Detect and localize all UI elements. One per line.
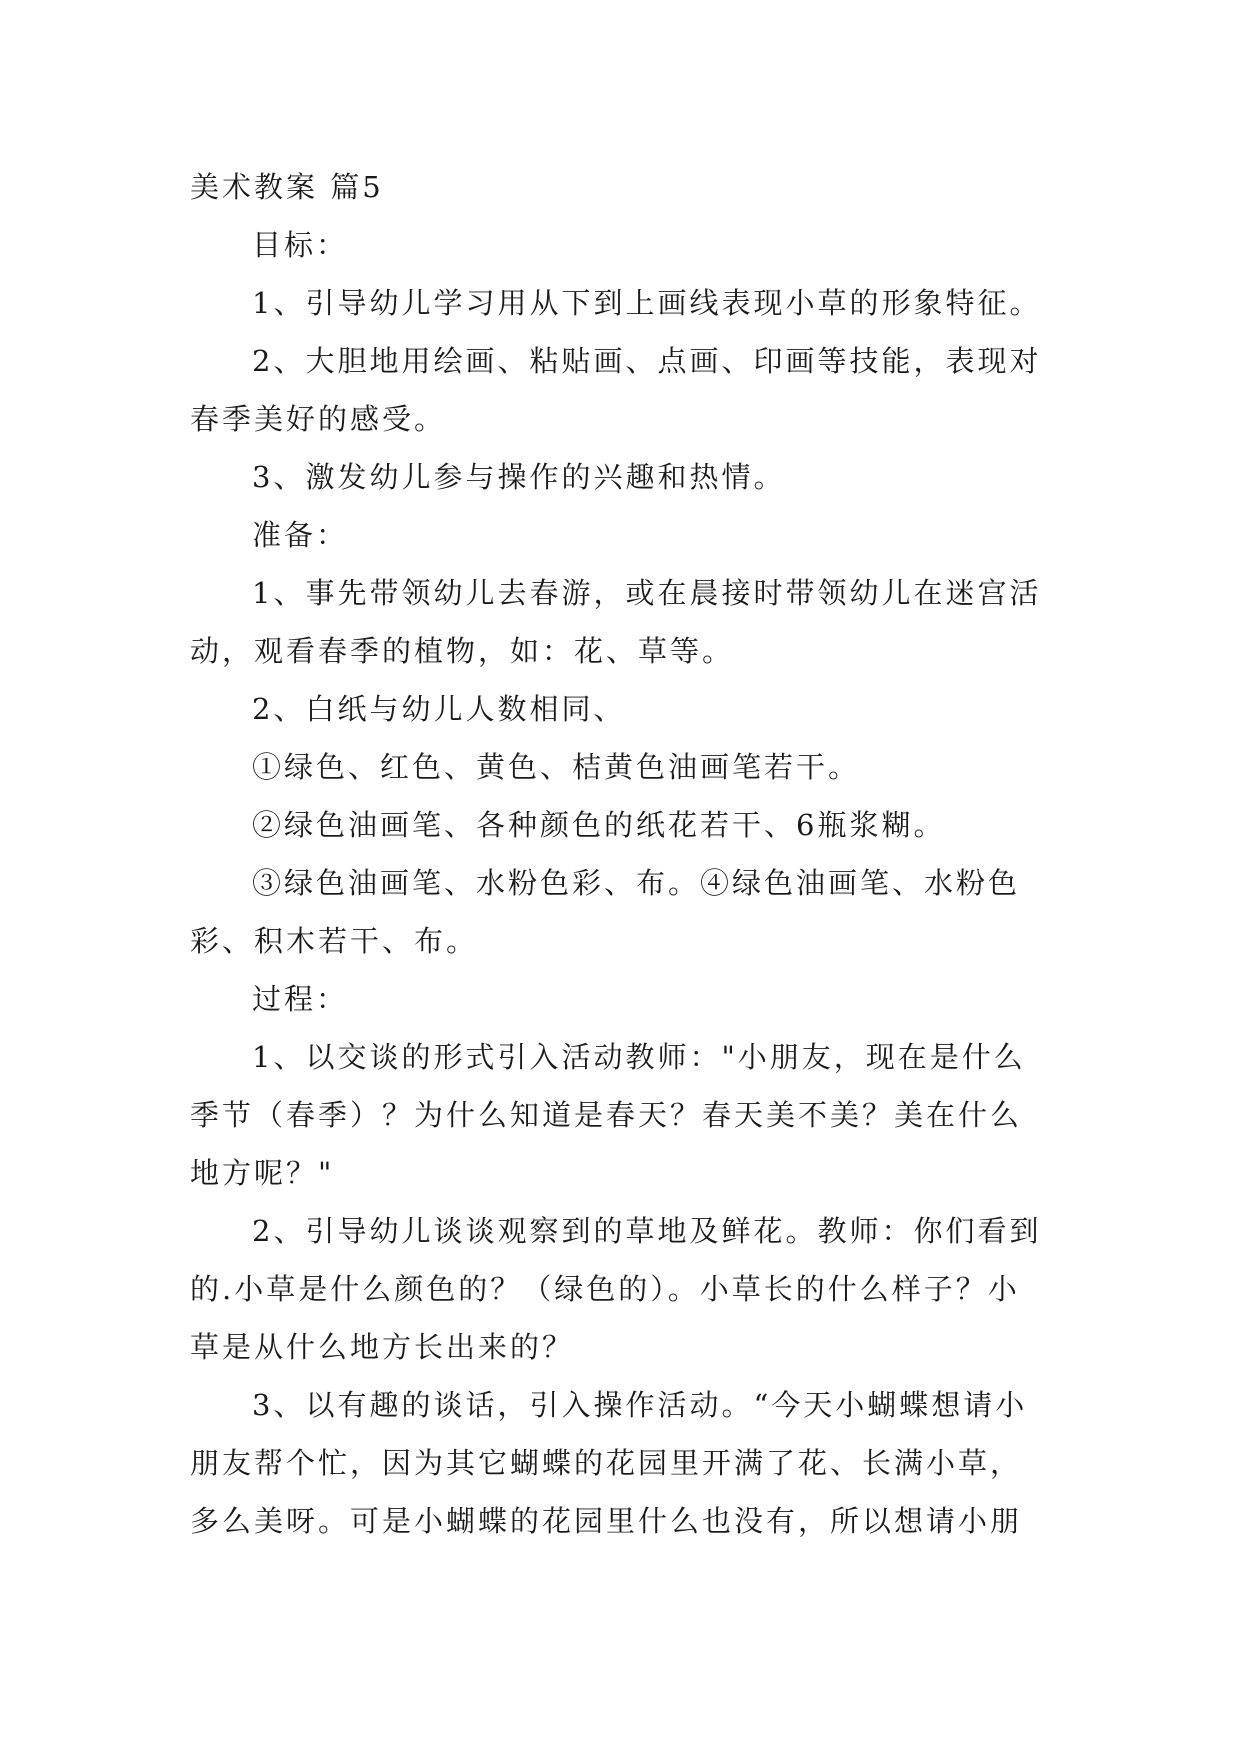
material-set-1: ①绿色、红色、黄色、桔黄色油画笔若干。 [252, 750, 861, 784]
section-heading-process: 过程： [252, 982, 349, 1016]
process-step-3: 3、以有趣的谈话，引入操作活动。“今天小蝴蝶想请小朋友帮个忙，因为其它蝴蝶的花园里开满了花、长满小草，多么美呀。可是小蝴蝶的花园里什么也没有，所以想请小朋 [190, 1388, 1028, 1538]
goal-item-2: 2、大胆地用绘画、粘贴画、点画、印画等技能，表现对春季美好的感受。 [190, 344, 1042, 436]
material-set-3-4: ③绿色油画笔、水粉色彩、布。④绿色油画笔、水粉色彩、积木若干、布。 [190, 866, 1021, 958]
process-step-2: 2、引导幼儿谈谈观察到的草地及鲜花。教师：你们看到的.小草是什么颜色的？（绿色的）。小草长的什么样子？小草是从什么地方长出来的？ [190, 1214, 1042, 1364]
goal-item-1: 1、引导幼儿学习用从下到上画线表现小草的形象特征。 [252, 286, 1042, 320]
section-heading-preparation: 准备： [252, 518, 349, 552]
section-heading-goals: 目标： [252, 228, 349, 262]
preparation-item-2: 2、白纸与幼儿人数相同、 [252, 692, 626, 726]
process-step-1: 1、以交谈的形式引入活动教师："小朋友，现在是什么季节（春季）？为什么知道是春天？春天美不美？美在什么地方呢？" [190, 1040, 1026, 1190]
document-title: 美术教案 篇5 [190, 170, 384, 204]
material-set-2: ②绿色油画笔、各种颜色的纸花若干、6瓶浆糊。 [252, 808, 946, 842]
goal-item-3: 3、激发幼儿参与操作的兴趣和热情。 [252, 460, 786, 494]
document-body [190, 158, 1050, 1550]
preparation-item-1: 1、事先带领幼儿去春游，或在晨接时带领幼儿在迷宫活动，观看春季的植物，如：花、草等。 [190, 576, 1042, 668]
